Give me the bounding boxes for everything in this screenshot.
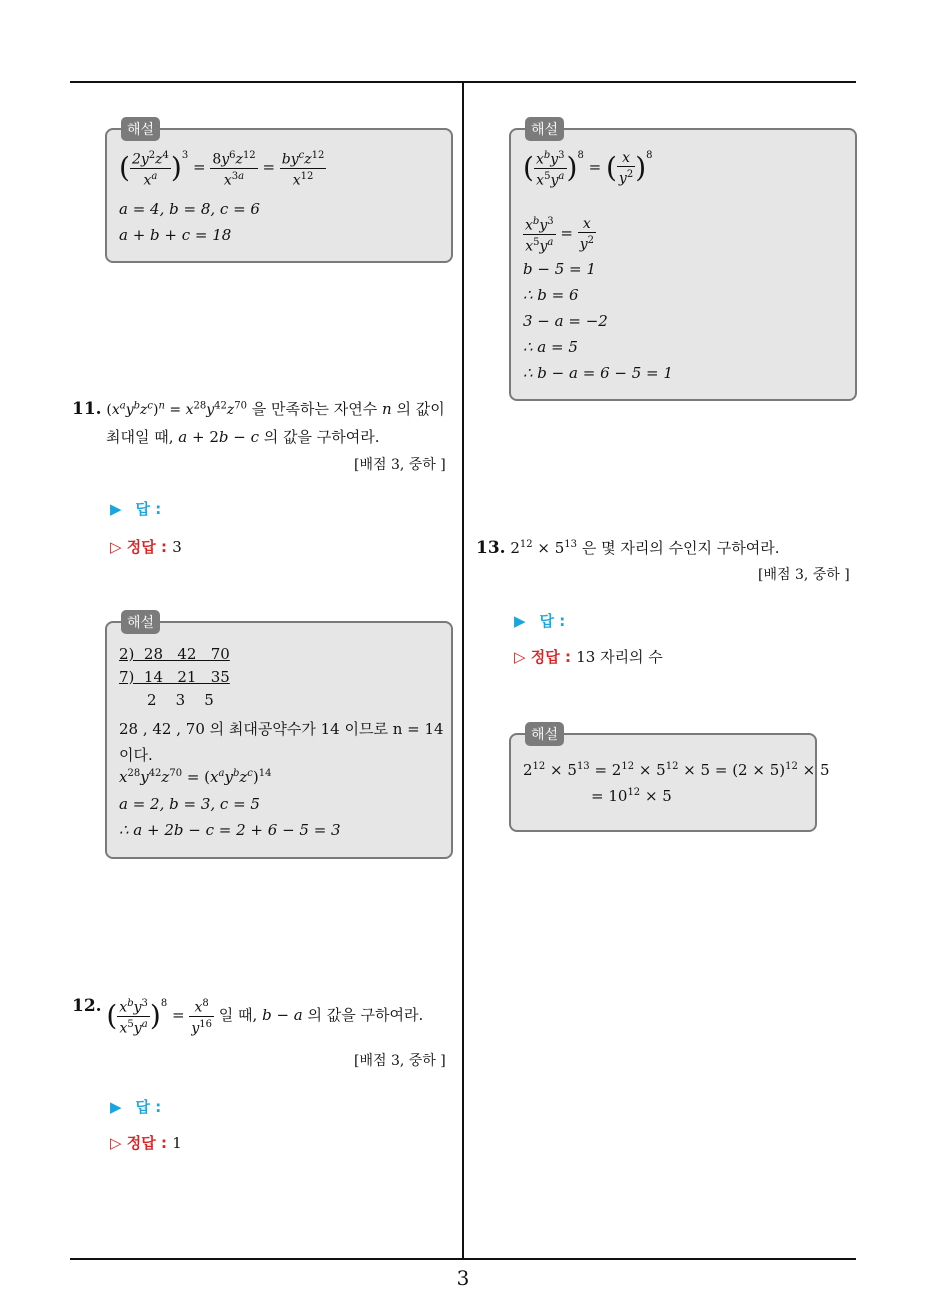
solution-line: ( $\frac{2y^2z^4}{x^a}$ )$^3$ = $\frac{8y^6z^{12}}{x^{3a}}$ = $\frac{by^cz^{12}}{x^{12}}$ [119, 150, 325, 189]
solution-line: $2^{12} \times 5^{13} = 2^{12} \times 5^{12} \times 5 = (2 \times 5)^{12} \times 5$ [523, 761, 830, 779]
solution-line: a = 4, b = 8, c = 6 [119, 200, 260, 218]
answer-label: 답 : [135, 1098, 162, 1116]
question-number: 12. [72, 996, 102, 1016]
correct-label: 정답 : [126, 538, 167, 556]
correct-value: 13 자리의 수 [576, 648, 663, 666]
correct-value: 1 [172, 1134, 182, 1152]
answer-label: 답 : [539, 612, 566, 630]
correct-label: 정답 : [126, 1134, 167, 1152]
question-text: 의 값을 구하여라. [263, 428, 380, 446]
division-row: 7) 14 21 35 [119, 668, 230, 686]
solution-line: b − 5 = 1 [523, 260, 596, 278]
question-formula: $2^{12} \times 5^{13}$ [510, 539, 578, 557]
answer-label: 답 : [135, 500, 162, 518]
solution-line: = $10^{12} \times 5$ [591, 787, 672, 805]
solution-tag: 해설 [121, 117, 160, 141]
question-11-line2: 최대일 때, a + 2b − c 의 값을 구하여라. [106, 428, 380, 446]
answer-row [514, 610, 565, 631]
question-formula: ( $\frac{x^by^3}{x^5y^a}$ )$^8$ = $\frac{x^8}{y^{16}}$ [106, 998, 212, 1037]
correct-label: 정답 : [530, 648, 571, 666]
division-row: 2) 28 42 70 [119, 645, 230, 663]
solution-line: $x^{28}y^{42}z^{70} = (x^ay^bz^c)^{14}$ [119, 768, 272, 786]
question-13 [476, 537, 780, 558]
outline-triangle-icon: ▷ [110, 538, 122, 556]
solution-tag: 해설 [525, 117, 564, 141]
score-label: [배점 3, 중하 ] [354, 1053, 446, 1069]
solution-tag: 해설 [121, 610, 160, 634]
score-label: [배점 3, 중하 ] [354, 457, 446, 473]
column-divider [462, 83, 464, 1260]
solution-line: $\frac{x^by^3}{x^5y^a}$ = $\frac{x}{y^2}$ [525, 215, 595, 255]
question-number: 13. [476, 538, 506, 558]
question-text: 일 때, [218, 1006, 258, 1025]
outline-triangle-icon: ▷ [514, 648, 526, 666]
solution-box-10 [105, 122, 453, 263]
question-text: 의 값을 구하여라. [307, 1006, 424, 1025]
solution-line: ∴ a + 2b − c = 2 + 6 − 5 = 3 [119, 821, 341, 839]
solution-line: a + b + c = 18 [119, 226, 232, 244]
question-text: 의 값이 [396, 400, 445, 418]
correct-value: 3 [172, 538, 182, 556]
solution-line: 이다. [119, 746, 153, 764]
solution-box-11 [105, 615, 453, 859]
bottom-rule [70, 1258, 856, 1260]
solution-line: 3 − a = −2 [523, 312, 608, 330]
answer-row [110, 498, 161, 519]
question-text: 을 만족하는 자연수 [251, 400, 378, 418]
outline-triangle-icon: ▷ [110, 1134, 122, 1152]
page-number: 3 [456, 1266, 470, 1290]
question-12: 12. ( $\frac{x^by^3}{x^5y^a}$ )$^8$ = $\frac{x^8}{y^{16}}$ 일 때, b − a 의 값을 구하여라. [72, 996, 424, 1037]
correct-answer-row [110, 536, 182, 557]
correct-answer-row [514, 646, 663, 667]
solution-box-13 [509, 727, 830, 832]
solution-line: ∴ b − a = 6 − 5 = 1 [523, 364, 673, 382]
question-number: 11. [72, 399, 102, 419]
score-label: [배점 3, 중하 ] [758, 567, 850, 583]
solution-tag: 해설 [525, 722, 564, 746]
answer-row [110, 1096, 161, 1117]
solution-line: ( $\frac{x^by^3}{x^5y^a}$ )$^8$ = ( $\frac{x}{y^2}$ )$^8$ [523, 149, 653, 189]
play-icon: ▶ [514, 612, 526, 630]
solution-line: 28 , 42 , 70 의 최대공약수가 14 이므로 n = 14 [119, 720, 444, 738]
solution-line: ∴ b = 6 [523, 286, 579, 304]
division-row: 2 3 5 [147, 691, 214, 709]
solution-line: ∴ a = 5 [523, 338, 578, 356]
solution-line: a = 2, b = 3, c = 5 [119, 795, 260, 813]
question-text: 은 몇 자리의 수인지 구하여라. [581, 539, 780, 557]
question-text: 최대일 때, [106, 428, 174, 446]
play-icon: ▶ [110, 1098, 122, 1116]
question-formula: $(x^ay^bz^c)^n = x^{28}y^{42}z^{70}$ [106, 400, 248, 418]
correct-answer-row [110, 1132, 182, 1153]
play-icon: ▶ [110, 500, 122, 518]
solution-box-12 [509, 122, 857, 401]
question-11: 11. $(x^ay^bz^c)^n = x^{28}y^{42}z^{70}$ 을 만족하는 자연수 n 의 값이 [72, 399, 445, 419]
